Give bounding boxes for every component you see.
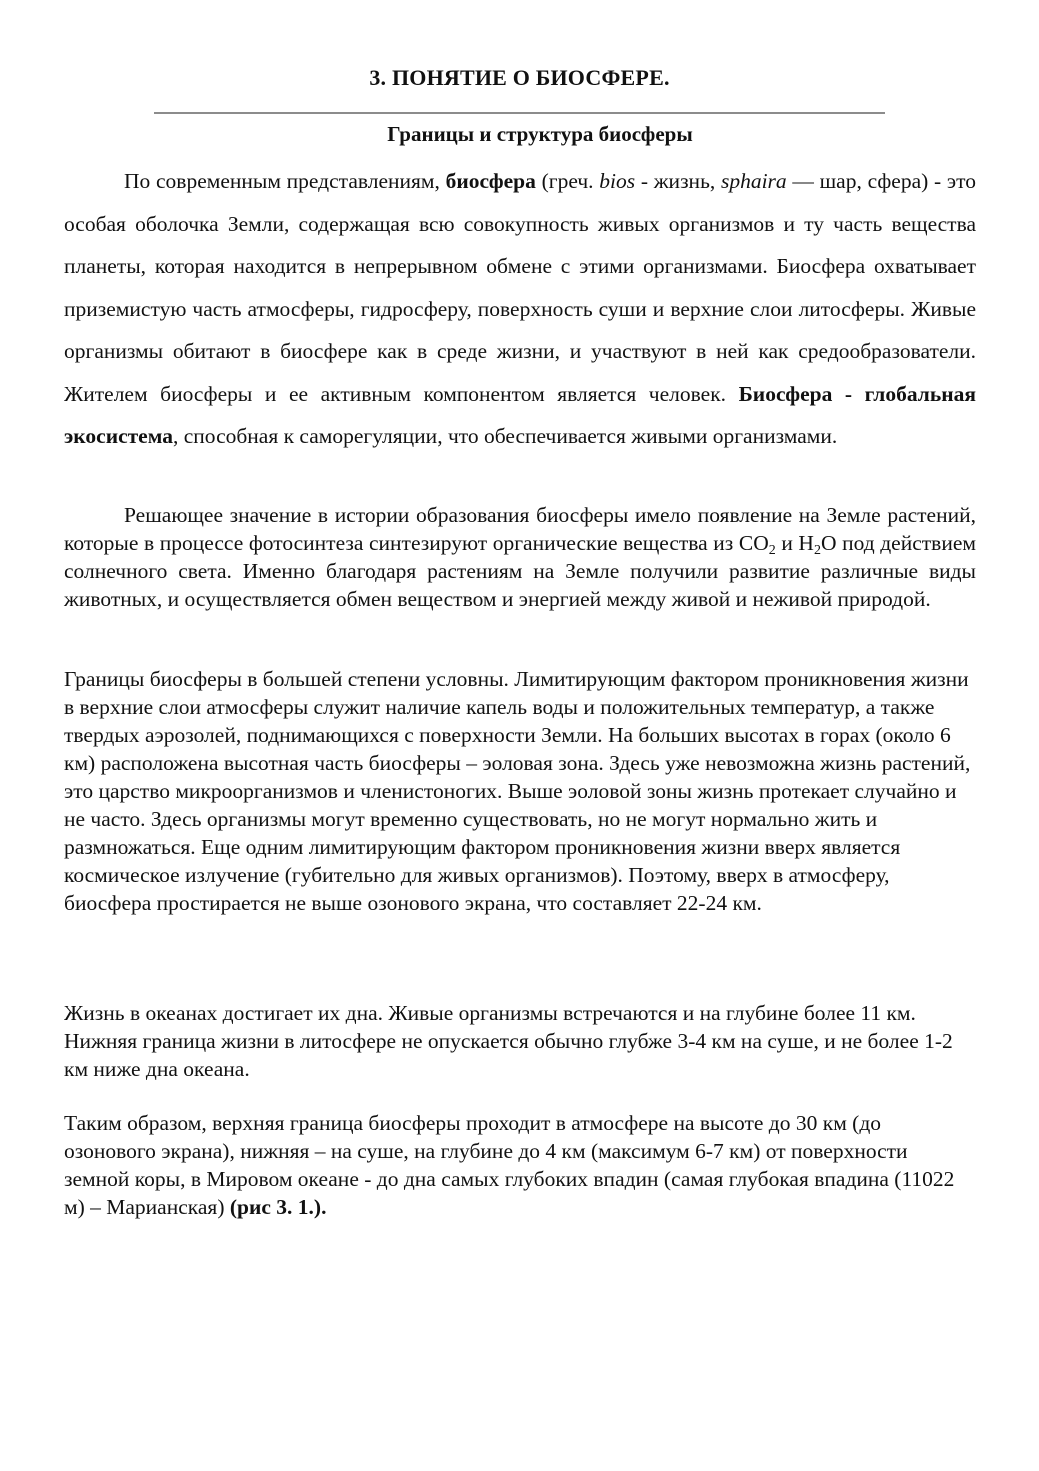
text-run: Решающее значение в истории образования биосферы имело появление на Земле растений, которые в процессе фотосинтеза синтезируют органические вещества из CO (64, 503, 976, 555)
paragraph-plants-role (64, 501, 976, 613)
text-run: - жизнь, (635, 169, 721, 193)
figure-reference: (рис 3. 1.). (229, 1195, 327, 1219)
paragraph-upper-boundaries: Границы биосферы в большей степени условны. Лимитирующим фактором проникновения жизни в верхние слои атмосферы служит наличие капель воды и положительных температур, а также твердых аэрозолей, поднимающихся с поверхности Земли. На больших высотах в горах (около 6 км) расположена высотная часть биосферы – эоловая зона. Здесь уже невозможна жизнь растений, это царство микроорганизмов и членистоногих. Выше эоловой зоны жизнь протекает случайно и не часто. Здесь организмы могут временно существовать, но не могут нормально жить и размножаться. Еще одним лимитирующим фактором проникновения жизни вверх является космическое излучение (губительно для живых организмов). Поэтому, вверх в атмосферу, биосфера простирается не выше озонового экрана, что составляет 22-24 км. (64, 667, 971, 915)
bold-term-global-ecosystem: Биосфера - глобальная экосистема (64, 381, 976, 448)
bold-term-biosphere: биосфера (445, 169, 536, 193)
text-run: и H (775, 531, 814, 555)
paragraph-boundaries-summary (64, 1109, 976, 1221)
italic-term-bios: bios (599, 169, 636, 193)
text-run: , способная к саморегуляции, что обеспечивается живыми организмами. (172, 424, 838, 448)
text-run: (греч. (535, 169, 600, 193)
section-subtitle: Границы и структура биосферы (387, 122, 693, 146)
text-run: По современным представлениям, (124, 169, 446, 193)
text-run: — шар, сфера) - это особая оболочка Земли, содержащая всю совокупность живых организмов и ту часть вещества планеты, которая находится в непрерывном обмене с этими организмами. Биосфера охватывает приземистую часть атмосферы, гидросферу, поверхность суши и верхние слои литосферы. Живые организмы обитают в биосфере как в среде жизни, и участвуют в ней как средообразователи. Жителем биосферы и ее активным компонентом является человек. (64, 169, 976, 406)
title-divider (154, 112, 885, 114)
text-run: Таким образом, верхняя граница биосферы проходит в атмосфере на высоте до 30 км (до озонового экрана), нижняя – на суше, на глубине до 4 км (максимум 6-7 км) от поверхности земной коры, в Мировом океане - до дна самых глубоких впадин (самая глубокая впадина (11022 м) – Марианская) (64, 1111, 955, 1219)
subscript: 2 (813, 543, 821, 558)
paragraph-ocean-depth: Жизнь в океанах достигает их дна. Живые организмы встречаются и на глубине более 11 км. Нижняя граница жизни в литосфере не опускается обычно глубже 3-4 км на суше, и не более 1-2 км ниже дна океана. (64, 1001, 953, 1081)
italic-term-sphaira: sphaira (720, 169, 787, 193)
paragraph-biosphere-definition (64, 160, 976, 458)
subscript: 2 (768, 543, 776, 558)
text-run: O под действием солнечного света. Именно благодаря растениям на Земле получили развитие различные виды животных, и осуществляется обмен веществом и энергией между живой и неживой природой. (64, 531, 976, 611)
page-title: 3. ПОНЯТИЕ О БИОСФЕРЕ. (369, 65, 670, 90)
